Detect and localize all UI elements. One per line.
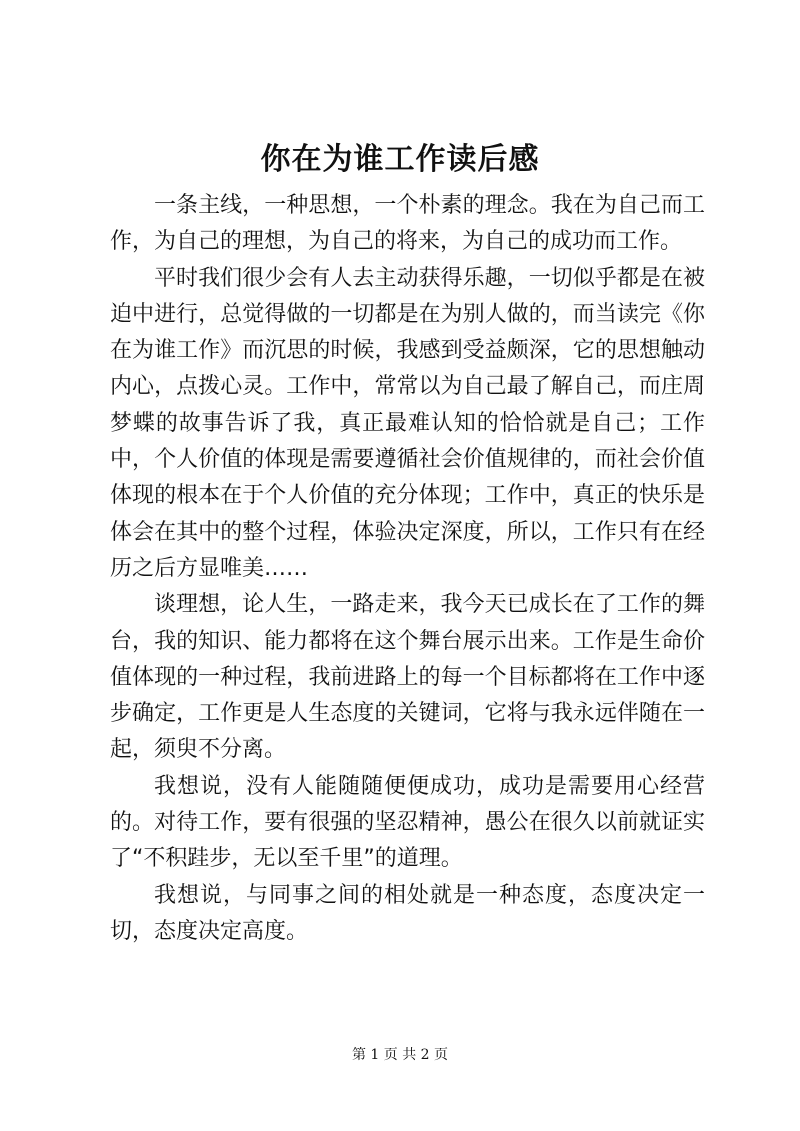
paragraph-2: 平时我们很少会有人去主动获得乐趣，一切似乎都是在被迫中进行，总觉得做的一切都是在为别人做的，而当读完《你在为谁工作》而沉思的时候，我感到受益颇深，它的思想触动内心，点拨心灵。工作中，常常以为自己最了解自己，而庄周梦蝶的故事告诉了我，真正最难认知的恰恰就是自己；工作中，个人价值的体现是需要遵循社会价值规律的，而社会价值体现的根本在于个人价值的充分体现；工作中，真正的快乐是体会在其中的整个过程，体验决定深度，所以，工作只有在经历之后方显唯美……: [110, 265, 705, 581]
paragraph-3: 谈理想，论人生，一路走来，我今天已成长在了工作的舞台，我的知识、能力都将在这个舞台展示出来。工作是生命价值体现的一种过程，我前进路上的每一个目标都将在工作中逐步确定，工作更是人生态度的关键词，它将与我永远伴随在一起，须臾不分离。: [110, 592, 705, 763]
document-title: 你在为谁工作读后感: [260, 142, 540, 177]
paragraph-5: 我想说，与同事之间的相处就是一种态度，态度决定一切，态度决定高度。: [110, 882, 705, 944]
page-footer: 第 1 页 共 2 页: [351, 1047, 449, 1063]
paragraph-1: 一条主线，一种思想，一个朴素的理念。我在为自己而工作，为自己的理想，为自己的将来，为自己的成功而工作。: [110, 193, 705, 255]
paragraph-4: 我想说，没有人能随随便便成功，成功是需要用心经营的。对待工作，要有很强的坚忍精神，愚公在很久以前就证实了“不积跬步，无以至千里”的道理。: [110, 773, 705, 872]
document-body: [110, 188, 705, 950]
